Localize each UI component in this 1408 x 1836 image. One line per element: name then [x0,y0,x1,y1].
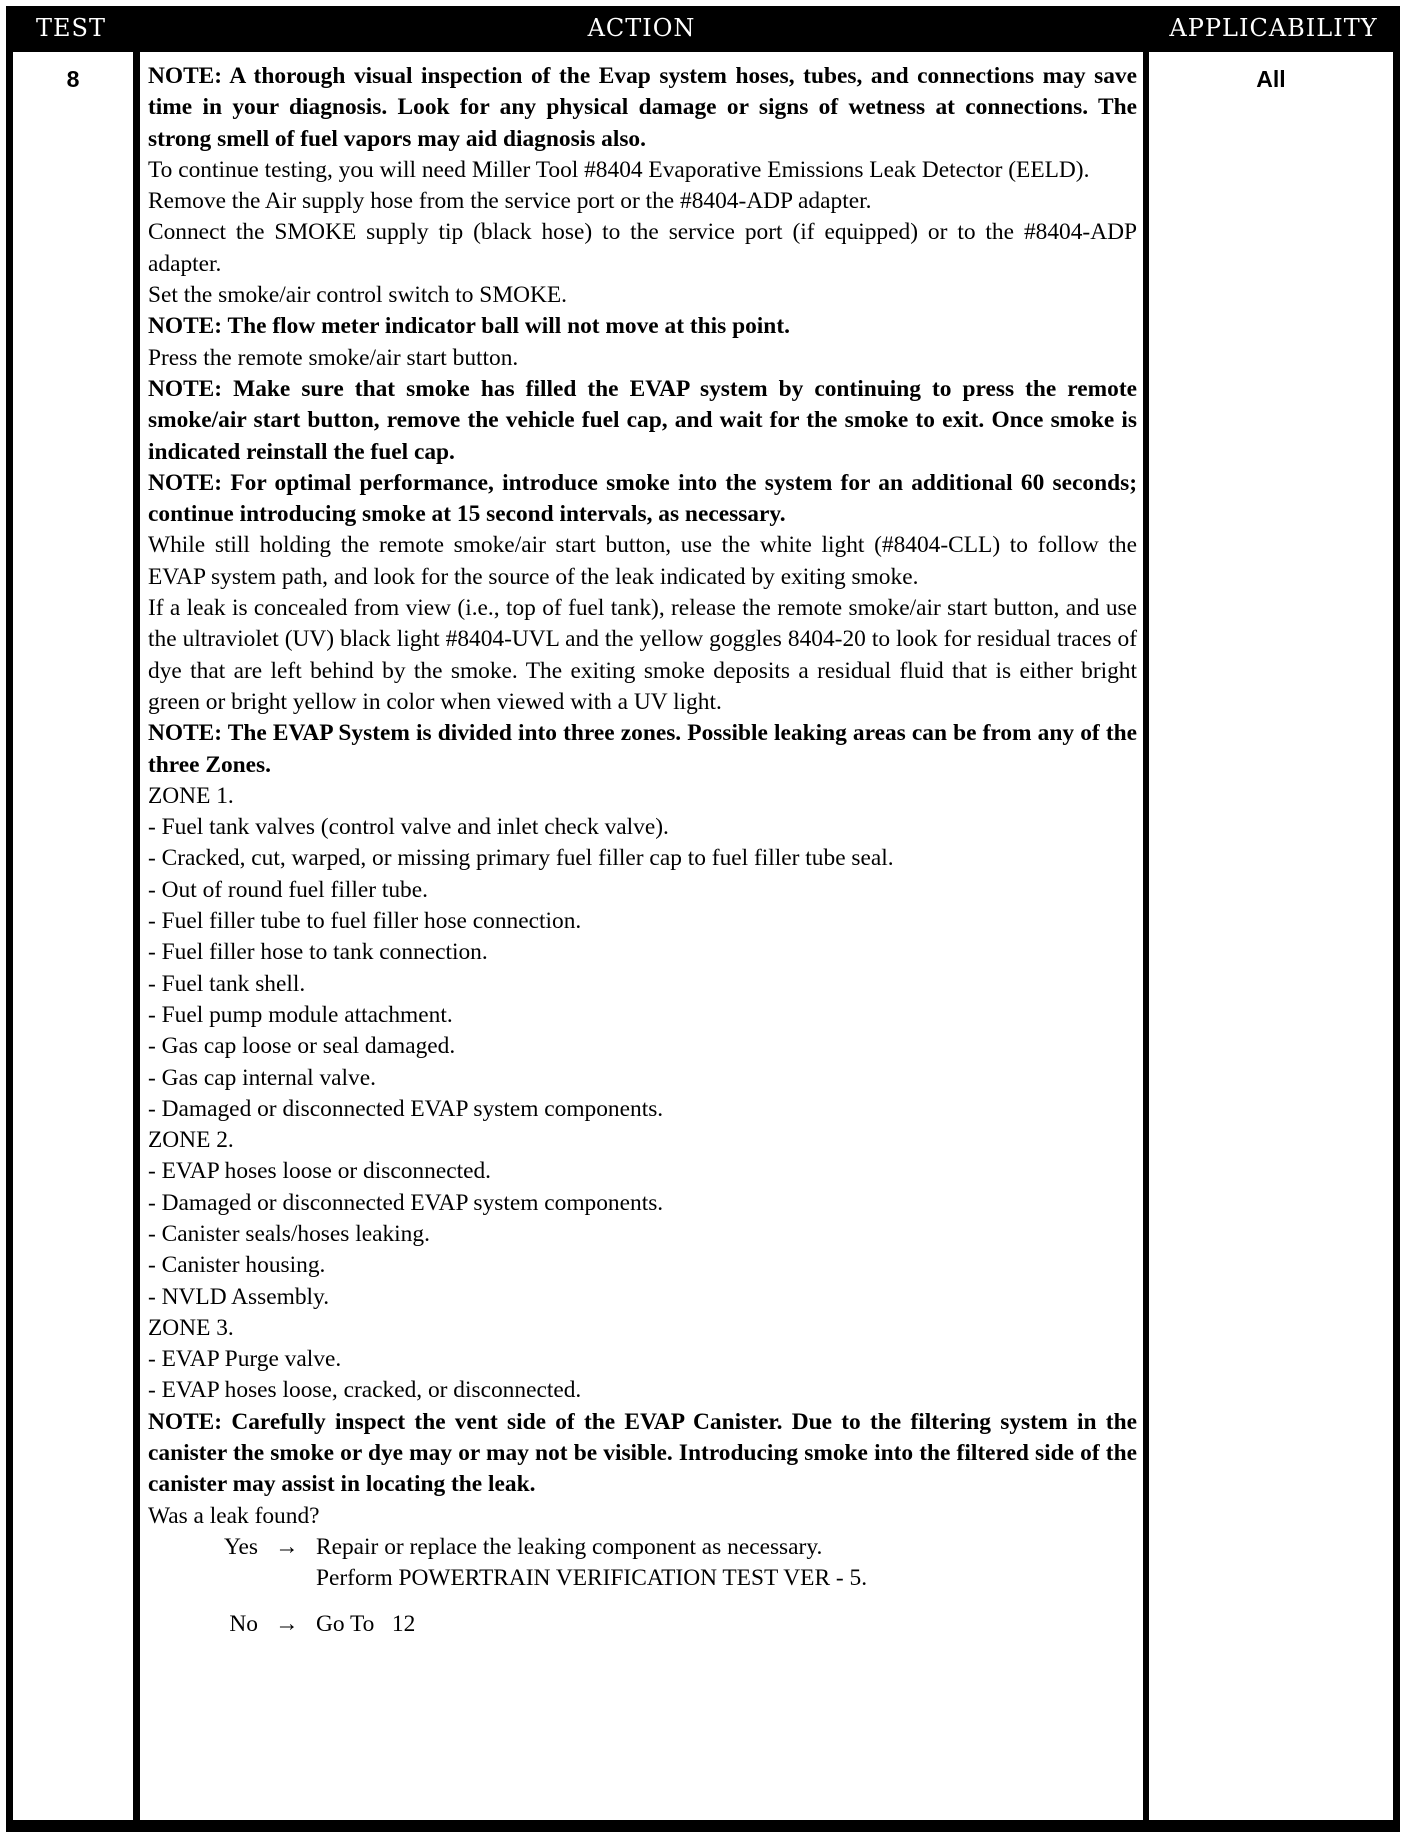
action-line: ZONE 3. [148,1314,234,1341]
note-text: NOTE: Make sure that smoke has filled the EVAP system by continuing to press the remote smoke/air start button, remove the vehicle fuel cap, and wait for the smoke to exit. Once smoke is indicated reinstall the fuel cap. [148,375,1137,465]
action-line: Remove the Air supply hose from the service port or the #8404-ADP adapter. [148,188,872,215]
answer-no [148,1609,1137,1640]
diagnostic-table [6,6,1400,1832]
action-line: Was a leak found? [148,1502,320,1529]
answer-yes [148,1532,1137,1595]
action-line: ZONE 2. [148,1127,234,1154]
applicability-value: All [1256,66,1286,92]
action-line: - Fuel tank valves (control valve and inlet check valve). [148,814,669,841]
action-line: - Gas cap internal valve. [148,1064,376,1091]
answer-yes-line2: Perform POWERTRAIN VERIFICATION TEST VER - 5. [316,1565,868,1592]
answer-no-text: Go To 12 [316,1610,416,1637]
action-line: - NVLD Assembly. [148,1283,330,1310]
answer-yes-label: Yes [223,1533,258,1560]
action-line: - EVAP hoses loose or disconnected. [148,1158,492,1185]
action-line: - EVAP hoses loose, cracked, or disconnected. [148,1377,582,1404]
note-text: NOTE: The flow meter indicator ball will not move at this point. [148,313,790,340]
test-number: 8 [66,66,80,92]
test-cell [13,52,133,1820]
action-line: - Gas cap loose or seal damaged. [148,1033,456,1060]
action-body [140,52,1143,1640]
action-line: Press the remote smoke/air start button. [148,344,519,371]
arrow-icon: → [275,1533,299,1560]
action-line: - EVAP Purge valve. [148,1346,342,1373]
note-text: NOTE: For optimal performance, introduce smoke into the system for an additional 60 seconds; continue introducing smoke at 15 second intervals, as necessary. [148,469,1137,528]
action-line: - Damaged or disconnected EVAP system components. [148,1095,664,1122]
action-line: - Fuel filler tube to fuel filler hose connection. [148,908,582,935]
header-action: ACTION [587,13,696,42]
note-text: NOTE: Carefully inspect the vent side of the EVAP Canister. Due to the filtering system in the canister the smoke or dye may or may not be visible. Introducing smoke into the filtered side of the canister may assist in locating the leak. [148,1408,1137,1498]
action-line: - Canister housing. [148,1252,326,1279]
action-line: Set the smoke/air control switch to SMOKE. [148,282,568,309]
action-line: - Out of round fuel filler tube. [148,876,428,903]
action-line: - Fuel filler hose to tank connection. [148,939,488,966]
action-line: - Fuel tank shell. [148,970,306,997]
answer-yes-line1: Repair or replace the leaking component as necessary. [316,1533,823,1560]
arrow-icon: → [275,1610,299,1637]
action-line: ZONE 1. [148,782,234,809]
action-line: - Cracked, cut, warped, or missing primary fuel filler cap to fuel filler tube seal. [148,845,894,872]
action-line: Connect the SMOKE supply tip (black hose) to the service port (if equipped) or to the #8404-ADP adapter. [148,219,1137,277]
header-applicability: APPLICABILITY [1169,13,1378,42]
action-lines [148,61,1137,1532]
note-text: NOTE: The EVAP System is divided into three zones. Possible leaking areas can be from any of the three Zones. [148,720,1137,778]
action-line: If a leak is concealed from view (i.e., top of fuel tank), release the remote smoke/air start button, and use the ultraviolet (UV) black light #8404-UVL and the yellow goggles 8404-20 to look for residual traces of dye that are left behind by the smoke. The exiting smoke deposits a residual fluid that is either bright green or bright yellow in color when viewed with a UV light. [148,595,1137,715]
answer-no-label: No [229,1610,258,1637]
action-line: To continue testing, you will need Miller Tool #8404 Evaporative Emissions Leak Detector (EELD). [148,156,1090,183]
action-line: While still holding the remote smoke/air start button, use the white light (#8404-CLL) to follow the EVAP system path, and look for the source of the leak indicated by exiting smoke. [148,532,1137,590]
applicability-cell [1149,52,1393,1820]
action-line: - Fuel pump module attachment. [148,1001,453,1028]
header-test: TEST [36,13,106,42]
note-text: NOTE: A thorough visual inspection of the Evap system hoses, tubes, and connections may save time in your diagnosis. Look for any physical damage or signs of wetness at connections. The strong smell of fuel vapors may aid diagnosis also. [148,63,1137,152]
answers [148,1532,1137,1640]
action-line: - Canister seals/hoses leaking. [148,1220,430,1247]
action-line: - Damaged or disconnected EVAP system components. [148,1189,664,1216]
answer-yes-text [316,1532,1137,1595]
action-cell [140,52,1143,1820]
